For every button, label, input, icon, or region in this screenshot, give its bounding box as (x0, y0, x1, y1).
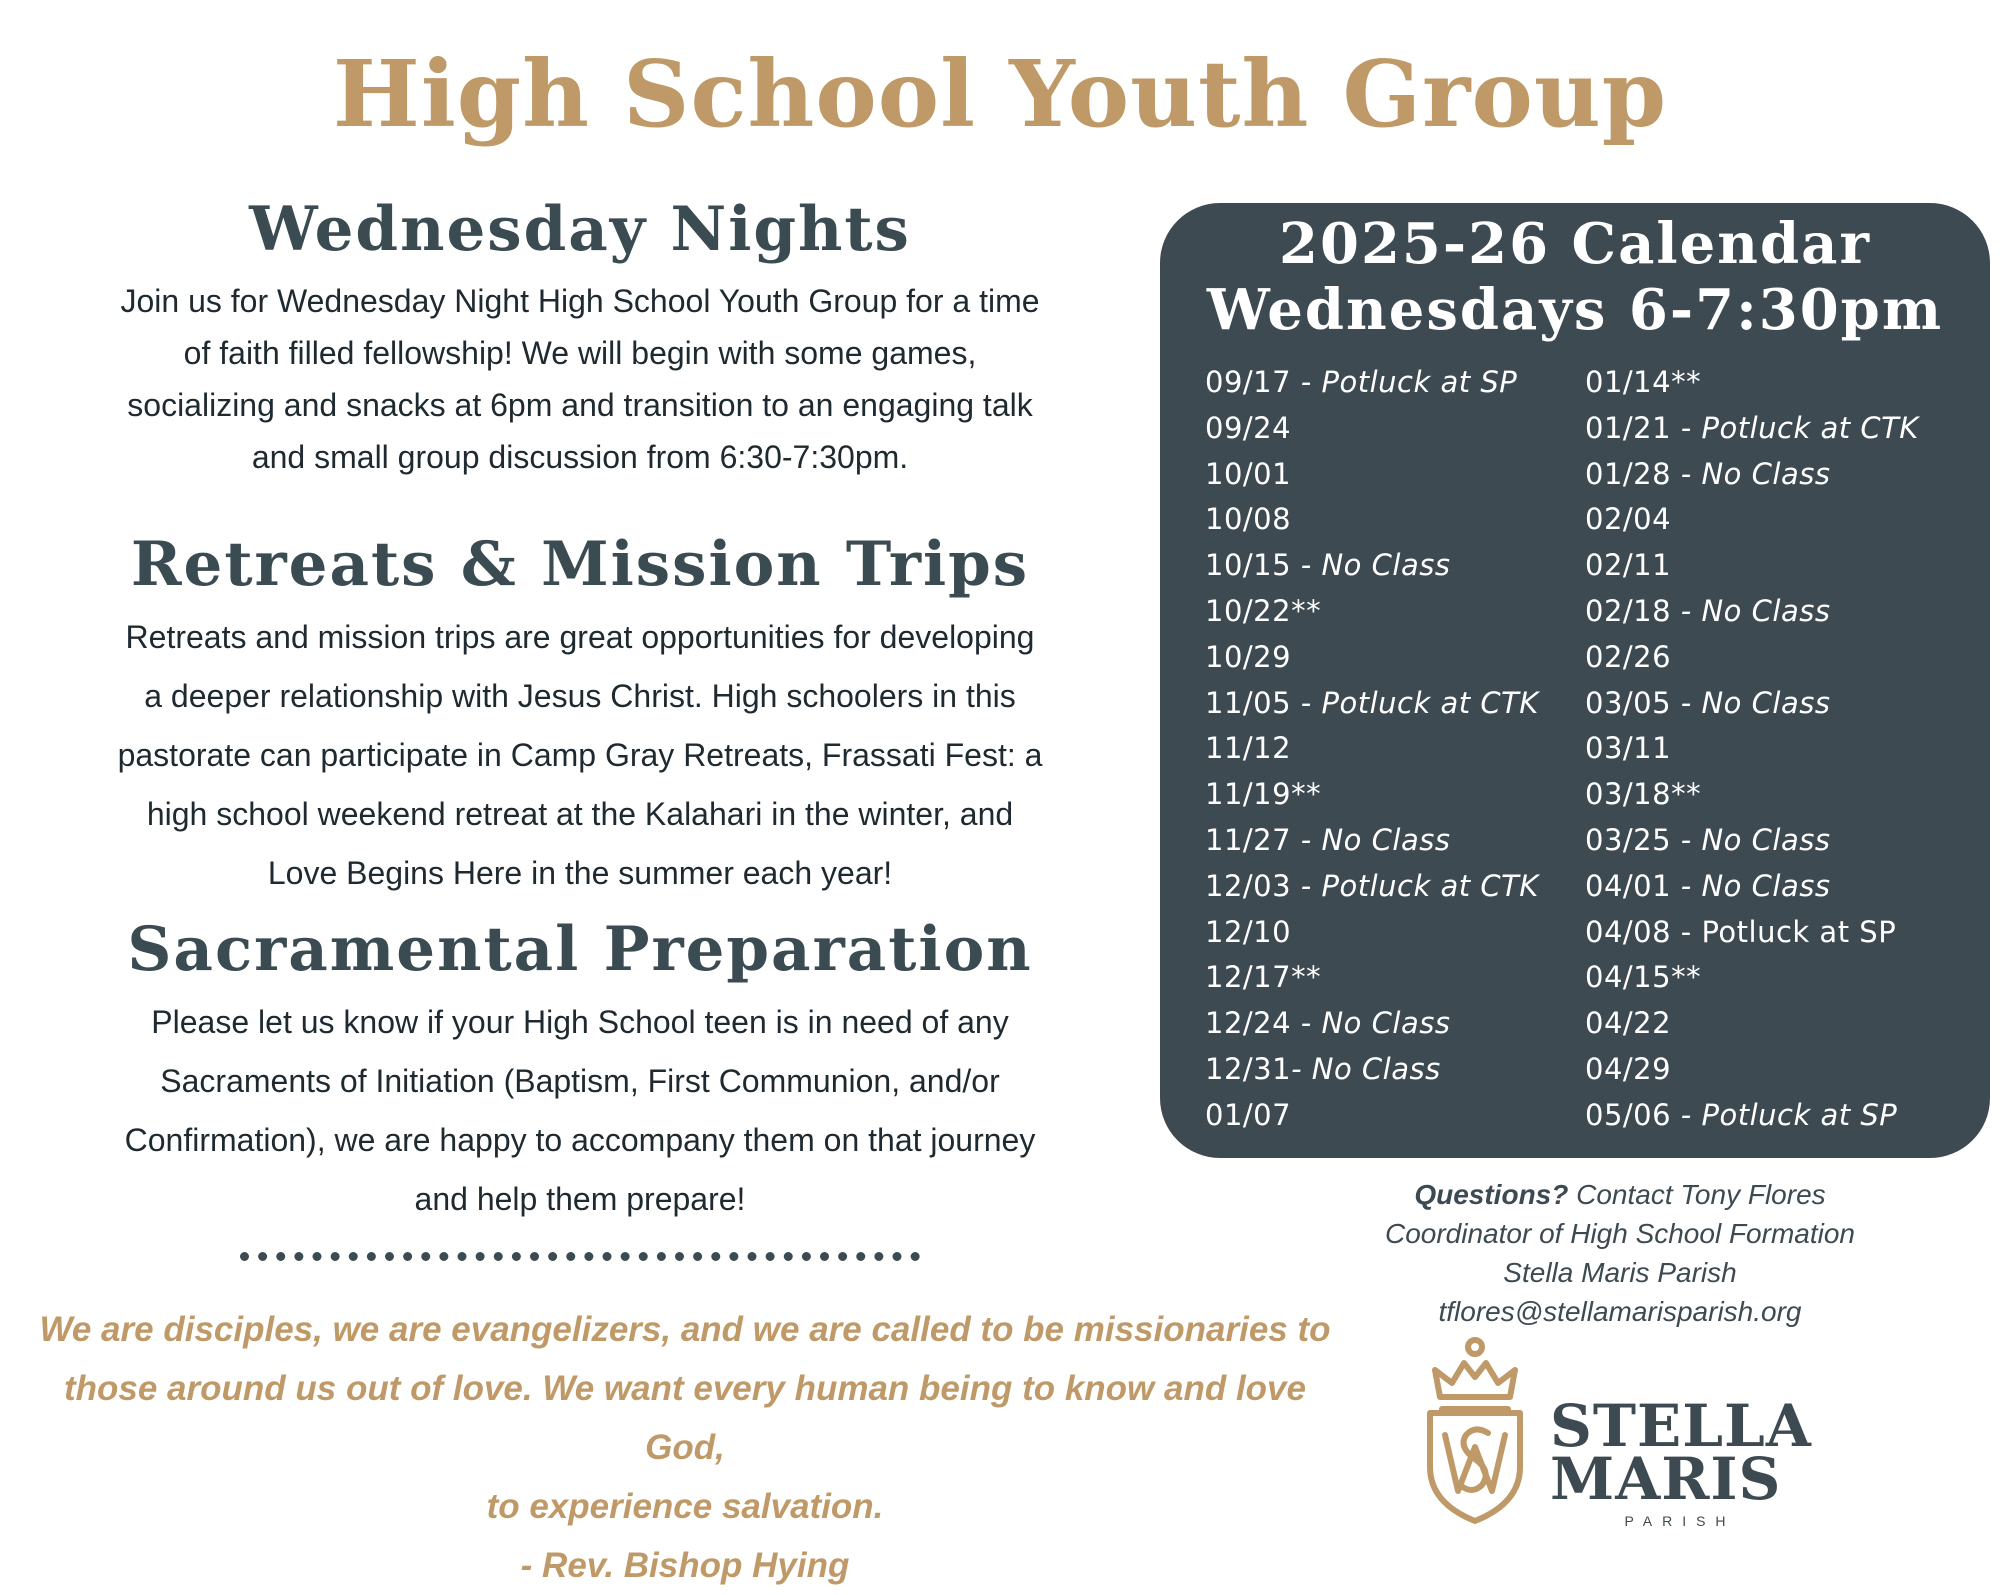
calendar-date: 01/14** (1585, 365, 1702, 399)
logo-word-maris: MARIS (1550, 1445, 1782, 1513)
calendar-note: - Potluck at SP (1291, 365, 1518, 399)
calendar-note: - No Class (1671, 593, 1831, 628)
calendar-note: - No Class (1291, 1006, 1451, 1041)
calendar-column-right (1585, 360, 1919, 1139)
calendar-date: 04/29 (1585, 1051, 1672, 1086)
contact-line (1414, 1179, 1825, 1210)
calendar-date: 10/29 (1205, 639, 1292, 674)
calendar-entry (1585, 406, 1919, 452)
calendar-note: - No Class (1291, 1051, 1441, 1086)
calendar-entry (1205, 1001, 1539, 1047)
text-line: a deeper relationship with Jesus Christ. High schoolers in this (144, 678, 1016, 715)
calendar-entry (1205, 910, 1539, 956)
calendar-entry (1205, 772, 1539, 818)
wednesday-heading: Wednesday Nights (249, 194, 911, 265)
retreats-section (30, 530, 1130, 903)
calendar-date: 04/15** (1585, 960, 1702, 995)
page-title: High School Youth Group (332, 40, 1668, 148)
calendar-date: 04/22 (1585, 1006, 1672, 1041)
calendar-date: 01/07 (1205, 1097, 1292, 1132)
calendar-date: 11/19** (1205, 777, 1322, 812)
calendar-date: 03/11 (1585, 731, 1672, 766)
text-line: Confirmation), we are happy to accompany them on that journey (124, 1122, 1036, 1159)
text-line: Love Begins Here in the summer each year! (267, 855, 893, 892)
text-line: of faith filled fellowship! We will begin with some games, (183, 335, 977, 372)
text-line: pastorate can participate in Camp Gray Retreats, Frassati Fest: a (117, 737, 1043, 774)
calendar-note: - No Class (1291, 822, 1451, 857)
calendar-date: 10/15 (1205, 548, 1292, 583)
calendar-date: 02/04 (1585, 502, 1672, 537)
calendar-date: 12/17** (1205, 960, 1322, 995)
calendar-date: 11/27 (1205, 822, 1292, 857)
contact-lead: Questions? (1414, 1179, 1569, 1210)
calendar-entry (1585, 681, 1919, 727)
text-line: Please let us know if your High School teen is in need of any (151, 1004, 1009, 1041)
contact-name: Contact Tony Flores (1568, 1179, 1826, 1210)
calendar-note: - No Class (1671, 822, 1831, 857)
calendar-entry (1205, 864, 1539, 910)
retreats-heading: Retreats & Mission Trips (130, 529, 1030, 600)
calendar-note: - Potluck at CTK (1291, 685, 1539, 720)
calendar-entry (1205, 635, 1539, 681)
calendar-entry (1585, 955, 1919, 1001)
quote-line: to experience salvation. (486, 1487, 884, 1526)
sacramental-heading: Sacramental Preparation (127, 914, 1033, 985)
calendar-entry (1585, 452, 1919, 498)
calendar-entry (1585, 543, 1919, 589)
calendar-date: 12/24 (1205, 1006, 1292, 1041)
text-line: Join us for Wednesday Night High School Youth Group for a time (120, 283, 1040, 320)
calendar-date: 02/11 (1585, 548, 1672, 583)
calendar-note: - No Class (1291, 548, 1451, 583)
quote-line: We are disciples, we are evangelizers, and we are called to be missionaries to (39, 1310, 1331, 1349)
calendar-entry (1205, 1093, 1539, 1139)
calendar-date: 10/22** (1205, 593, 1322, 628)
calendar-date: 02/26 (1585, 639, 1672, 674)
calendar-date: 09/24 (1205, 410, 1292, 445)
calendar-date: 10/01 (1205, 456, 1292, 491)
calendar-entry (1205, 497, 1539, 543)
calendar-entry (1585, 864, 1919, 910)
calendar-subtitle-line: Wednesdays 6-7:30pm (1206, 277, 1944, 343)
text-line: and help them prepare! (414, 1181, 746, 1218)
calendar-panel (1160, 203, 1990, 1158)
calendar-note: - Potluck at CTK (1671, 410, 1919, 445)
calendar-entry (1585, 635, 1919, 681)
contact-email[interactable]: tflores@stellamarisparish.org (1438, 1296, 1802, 1327)
calendar-date: 12/31 (1205, 1051, 1292, 1086)
calendar-date: 03/25 (1585, 822, 1672, 857)
text-line: Sacraments of Initiation (Baptism, First Communion, and/or (160, 1063, 1000, 1100)
calendar-date: 12/10 (1205, 914, 1292, 949)
calendar-date: 11/05 (1205, 685, 1292, 720)
calendar-note: - No Class (1671, 456, 1831, 491)
calendar-date: 01/21 (1585, 410, 1672, 445)
calendar-date: 03/18** (1585, 777, 1702, 812)
text-line: socializing and snacks at 6pm and transition to an engaging talk (127, 387, 1033, 424)
sacramental-text (30, 993, 1130, 1229)
contact-parish: Stella Maris Parish (1503, 1257, 1737, 1288)
calendar-date: 03/05 (1585, 685, 1672, 720)
calendar-date: 04/08 - Potluck at SP (1585, 914, 1897, 949)
calendar-note: - No Class (1671, 685, 1831, 720)
sacramental-section (30, 915, 1130, 1229)
calendar-entry (1585, 1047, 1919, 1093)
calendar-date: 09/17 (1205, 365, 1292, 399)
calendar-entry (1205, 589, 1539, 635)
calendar-entry (1585, 818, 1919, 864)
calendar-title-line: 2025-26 Calendar (1279, 211, 1871, 277)
retreats-text (30, 608, 1130, 903)
calendar-entry (1205, 1047, 1539, 1093)
calendar-entry (1585, 589, 1919, 635)
calendar-column-left (1205, 360, 1539, 1139)
text-line: and small group discussion from 6:30-7:30pm. (251, 439, 909, 476)
calendar-entry (1585, 497, 1919, 543)
calendar-entry (1205, 818, 1539, 864)
wednesday-section (30, 195, 1130, 483)
wednesday-text (30, 275, 1130, 483)
quote-line: those around us out of love. We want every human being to know and love God, (63, 1369, 1306, 1467)
calendar-date: 05/06 (1585, 1097, 1672, 1132)
logo-word-parish: PARISH (1624, 1513, 1736, 1529)
calendar-entry (1585, 772, 1919, 818)
logo-word-stella: STELLA (1550, 1392, 1812, 1460)
calendar-entry (1205, 681, 1539, 727)
parish-logo (1410, 1335, 1812, 1529)
contact-block (1300, 1175, 1940, 1331)
calendar-date: 12/03 (1205, 868, 1292, 903)
calendar-entry (1585, 726, 1919, 772)
calendar-date: 02/18 (1585, 593, 1672, 628)
contact-role: Coordinator of High School Formation (1384, 1218, 1855, 1249)
bishop-quote (30, 1300, 1340, 1595)
calendar-date: 04/01 (1585, 868, 1672, 903)
quote-attribution: - Rev. Bishop Hying (520, 1546, 850, 1585)
calendar-entry (1205, 955, 1539, 1001)
crowned-monogram-shield-icon (1410, 1335, 1540, 1525)
calendar-entry (1205, 543, 1539, 589)
dotted-divider (240, 1252, 920, 1261)
calendar-note: - Potluck at CTK (1291, 868, 1539, 903)
calendar-note: - No Class (1671, 868, 1831, 903)
calendar-entry (1585, 1001, 1919, 1047)
calendar-entry (1205, 452, 1539, 498)
calendar-date: 11/12 (1205, 731, 1292, 766)
calendar-entry (1205, 726, 1539, 772)
calendar-entry (1205, 360, 1539, 406)
text-line: Retreats and mission trips are great opportunities for developing (125, 619, 1035, 656)
calendar-date: 10/08 (1205, 502, 1292, 537)
calendar-title (1160, 211, 1990, 343)
calendar-entry (1585, 1093, 1919, 1139)
calendar-entry (1585, 910, 1919, 956)
calendar-entry (1205, 406, 1539, 452)
calendar-entry (1585, 360, 1919, 406)
calendar-note: - Potluck at SP (1671, 1097, 1898, 1132)
calendar-date: 01/28 (1585, 456, 1672, 491)
text-line: high school weekend retreat at the Kalahari in the winter, and (146, 796, 1014, 833)
